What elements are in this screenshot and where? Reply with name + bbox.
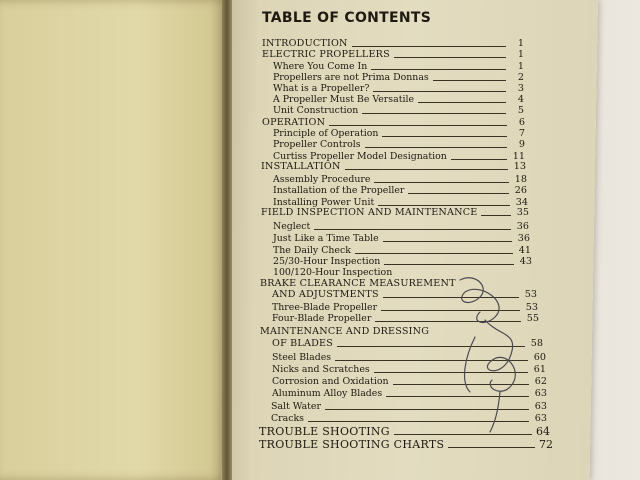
toc-entry: [273, 72, 524, 83]
toc-entry-page: 11: [512, 151, 525, 162]
toc-entry-label: Principle of Operation: [273, 128, 379, 139]
leader-line: [451, 159, 507, 160]
toc-entry-page: 55: [526, 313, 539, 324]
toc-entry-page: 35: [516, 207, 529, 218]
toc-title: TABLE OF CONTENTS: [262, 10, 432, 26]
toc-entry-page: 60: [533, 352, 546, 363]
toc-entry: [273, 245, 531, 256]
left-page: [0, 0, 228, 480]
toc-entry-page: 5: [517, 105, 524, 116]
toc-entry: [273, 185, 527, 196]
toc-entry-label: Curtiss Propeller Model Designation: [273, 151, 447, 162]
toc-entry: [262, 38, 524, 49]
leader-line: [362, 113, 506, 114]
toc-entry-page: 61: [533, 364, 546, 375]
toc-entry: [262, 49, 524, 60]
leader-line: [373, 91, 506, 92]
toc-entry-page: 9: [518, 139, 525, 150]
leader-line: [355, 253, 513, 254]
toc-entry-page: 2: [517, 72, 524, 83]
toc-entry-label: Nicks and Scratches: [272, 364, 370, 375]
toc-entry: [273, 128, 525, 139]
toc-entry-page: 62: [534, 376, 547, 387]
toc-entry-label: 100/120-Hour Inspection: [273, 267, 393, 278]
leader-line: [394, 57, 506, 58]
toc-entry-label: Steel Blades: [272, 352, 332, 363]
toc-entry-page: 13: [513, 161, 526, 172]
toc-entry-label: Assembly Procedure: [273, 174, 371, 185]
toc-entry: [273, 221, 529, 232]
toc-entry-label: TROUBLE SHOOTING CHARTS: [259, 438, 445, 451]
toc-entry-label: Salt Water: [271, 401, 321, 412]
toc-entry-page: 64: [536, 425, 550, 438]
toc-entry-label: AND ADJUSTMENTS: [272, 289, 379, 300]
toc-entry-page: 63: [534, 401, 547, 412]
toc-entry-page: 53: [524, 289, 537, 300]
leader-line: [352, 46, 506, 47]
leader-line: [433, 80, 506, 81]
toc-entry-page: 72: [539, 438, 553, 451]
toc-entry-label: Installing Power Unit: [273, 197, 375, 208]
toc-entry-label: OF BLADES: [272, 338, 333, 349]
toc-entry-page: 26: [514, 185, 527, 196]
handwritten-signature: [430, 262, 550, 442]
toc-entry-label: Propeller Controls: [273, 139, 361, 150]
toc-entry: [261, 207, 529, 218]
toc-entry-page: 7: [518, 128, 525, 139]
leader-line: [329, 125, 507, 126]
leader-line: [448, 447, 535, 448]
leader-line: [314, 229, 511, 230]
toc-entry-label: BRAKE CLEARANCE MEASUREMENT: [260, 278, 456, 289]
toc-entry-label: Cracks: [271, 413, 304, 424]
toc-entry-label: Four-Blade Propeller: [272, 313, 372, 324]
toc-entry-page: 63: [534, 388, 547, 399]
toc-entry-label: The Daily Check: [273, 245, 351, 256]
toc-entry-label: FIELD INSPECTION AND MAINTENANCE: [261, 207, 478, 218]
toc-entry-label: OPERATION: [262, 117, 326, 128]
leader-line: [374, 182, 509, 183]
leader-line: [418, 102, 506, 103]
toc-entry-label: ELECTRIC PROPELLERS: [262, 49, 390, 60]
toc-entry: [273, 105, 524, 116]
toc-entry-label: Propellers are not Prima Donnas: [273, 72, 429, 83]
toc-entry-label: Three-Blade Propeller: [272, 302, 378, 313]
toc-entry: [273, 94, 524, 105]
toc-entry-page: 34: [515, 197, 528, 208]
toc-entry: [273, 267, 392, 278]
toc-entry-label: A Propeller Must Be Versatile: [273, 94, 415, 105]
toc-entry-label: Just Like a Time Table: [273, 233, 379, 244]
toc-entry: [273, 174, 527, 185]
toc-entry-label: 25/30-Hour Inspection: [273, 256, 381, 267]
toc-entry-label: Where You Come In: [273, 61, 368, 72]
toc-entry-label: Installation of the Propeller: [273, 185, 405, 196]
leader-line: [481, 215, 511, 216]
toc-entry: [273, 233, 530, 244]
toc-entry-page: 53: [525, 302, 538, 313]
toc-entry-page: 1: [517, 61, 524, 72]
toc-entry-label: MAINTENANCE AND DRESSING: [260, 326, 430, 337]
toc-entry-page: 4: [517, 94, 524, 105]
leader-line: [371, 69, 506, 70]
toc-entry-label: Unit Construction: [273, 105, 359, 116]
toc-entry: [260, 326, 429, 337]
toc-entry-page: 41: [518, 245, 531, 256]
toc-entry: [262, 117, 525, 128]
leader-line: [408, 193, 509, 194]
toc-entry-label: What is a Propeller?: [273, 83, 370, 94]
leader-line: [365, 147, 507, 148]
toc-entry-page: 1: [517, 49, 524, 60]
toc-entry-label: Neglect: [273, 221, 311, 232]
leader-line: [378, 205, 510, 206]
leader-line: [382, 136, 507, 137]
toc-entry-page: 36: [516, 221, 529, 232]
toc-entry-page: 18: [514, 174, 527, 185]
toc-entry: [273, 61, 524, 72]
toc-entry: [260, 278, 456, 289]
book-spine: [222, 0, 232, 480]
toc-entry-label: TROUBLE SHOOTING: [259, 425, 390, 438]
toc-entry-page: 1: [517, 38, 524, 49]
toc-entry: [273, 139, 525, 150]
leader-line: [345, 169, 508, 170]
toc-entry-page: 58: [530, 338, 543, 349]
toc-entry-label: INSTALLATION: [261, 161, 341, 172]
toc-entry-page: 36: [517, 233, 530, 244]
toc-entry: [261, 161, 526, 172]
toc-entry-page: 43: [519, 256, 532, 267]
toc-entry-page: 3: [517, 83, 524, 94]
toc-entry-page: 63: [534, 413, 547, 424]
toc-entry-label: INTRODUCTION: [262, 38, 348, 49]
toc-entry: [273, 83, 524, 94]
toc-entry-label: Corrosion and Oxidation: [272, 376, 389, 387]
leader-line: [383, 241, 512, 242]
toc-entry-page: 6: [518, 117, 525, 128]
toc-entry-label: Aluminum Alloy Blades: [272, 388, 383, 399]
